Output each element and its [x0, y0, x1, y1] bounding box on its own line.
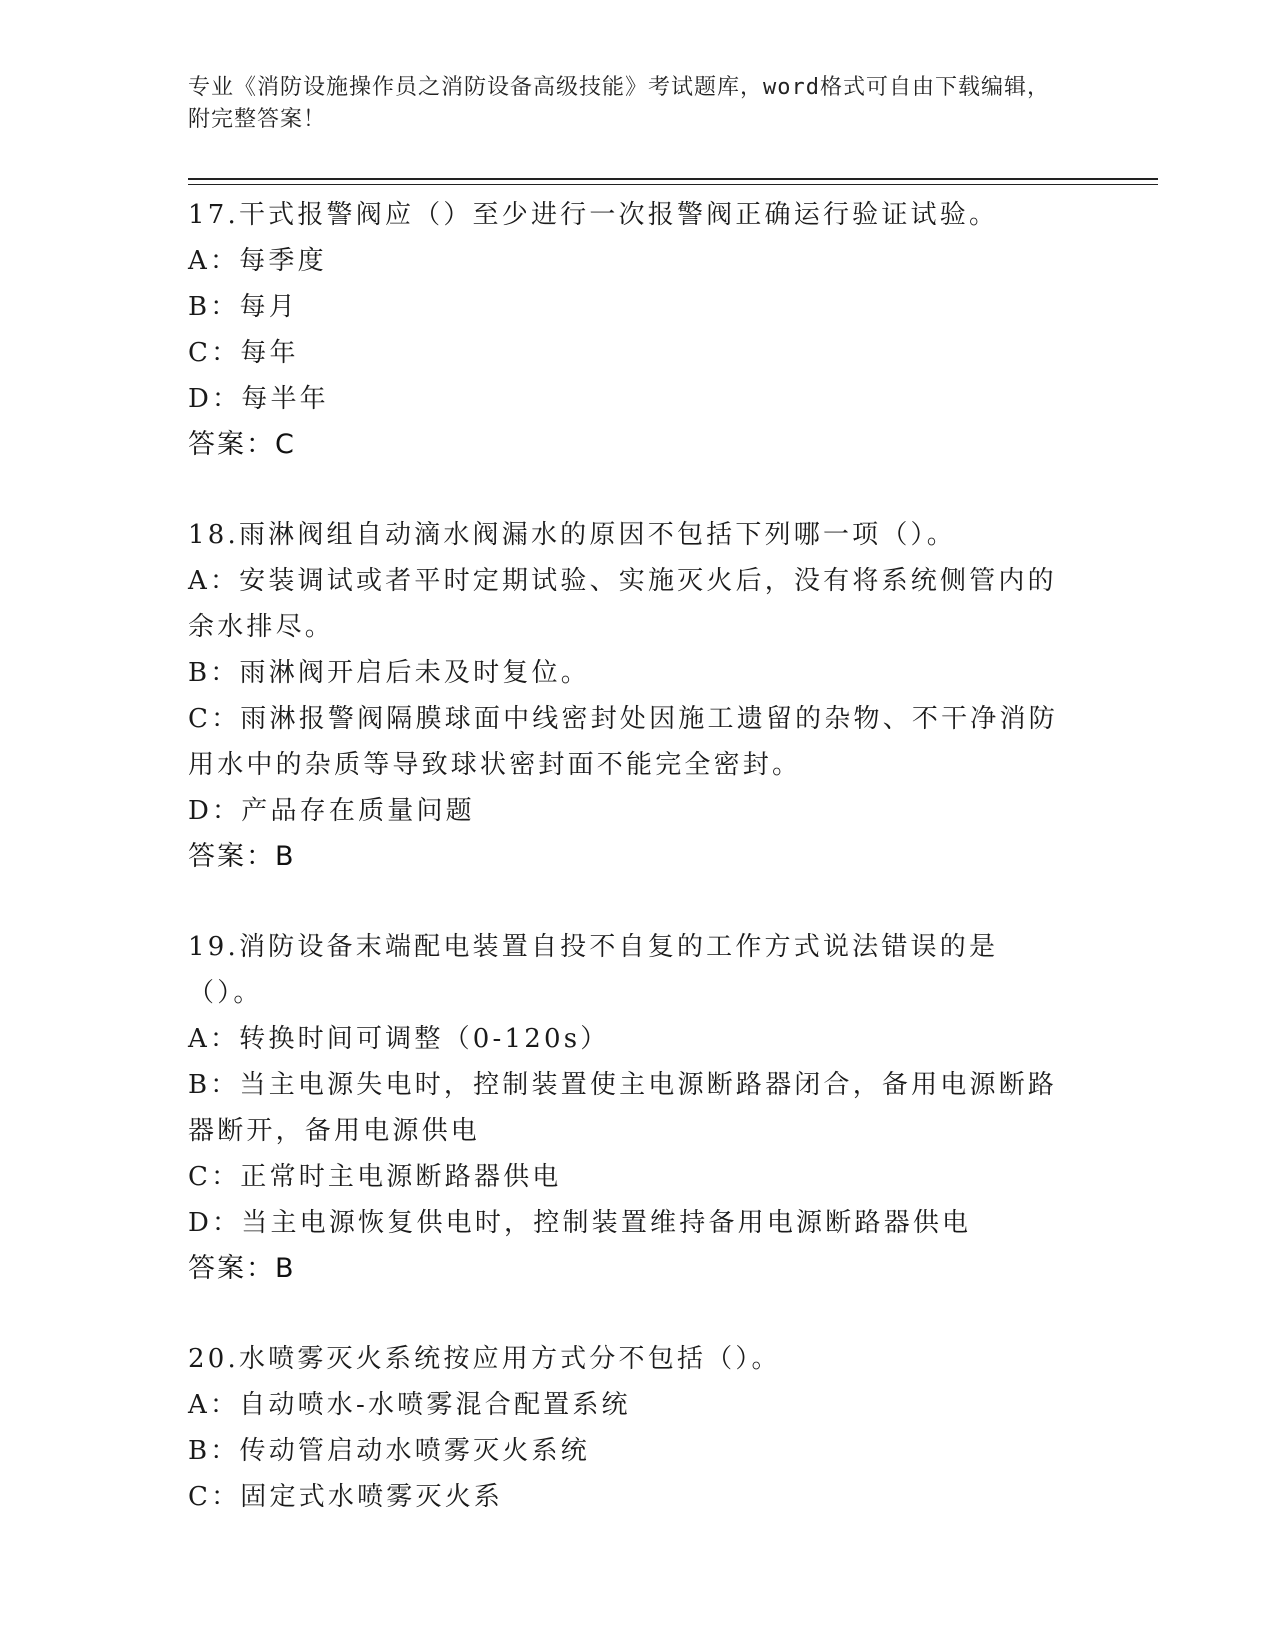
question-18 — [188, 512, 1068, 880]
answer: 答案：B — [188, 841, 296, 872]
answer: 答案：C — [188, 429, 296, 460]
option-d: D：当主电源恢复供电时，控制装置维持备用电源断路器供电 — [188, 1208, 972, 1238]
option-a: A：安装调试或者平时定期试验、实施灭火后，没有将系统侧管内的余水排尽。 — [188, 566, 1057, 642]
question-stem: 19.消防设备末端配电装置自投不自复的工作方式说法错误的是（）。 — [188, 932, 999, 1008]
answer: 答案：B — [188, 1253, 296, 1284]
option-b: B：传动管启动水喷雾灭火系统 — [188, 1436, 590, 1466]
document-header: 专业《消防设施操作员之消防设备高级技能》考试题库，word格式可自由下载编辑，附完整答案！ — [188, 75, 1050, 132]
option-c: C：正常时主电源断路器供电 — [188, 1162, 562, 1192]
question-list — [188, 192, 1068, 1564]
option-b: B：当主电源失电时，控制装置使主电源断路器闭合，备用电源断路器断开，备用电源供电 — [188, 1070, 1058, 1146]
header-rule-bottom — [188, 184, 1158, 185]
option-a: A：每季度 — [188, 246, 327, 276]
question-stem: 17.干式报警阀应（）至少进行一次报警阀正确运行验证试验。 — [188, 200, 999, 230]
question-stem: 20.水喷雾灭火系统按应用方式分不包括（）。 — [188, 1344, 781, 1374]
option-c: C：每年 — [188, 338, 299, 368]
option-b: B：雨淋阀开启后未及时复位。 — [188, 658, 590, 688]
option-c: C：固定式水喷雾灭火系 — [188, 1482, 504, 1512]
option-b: B：每月 — [188, 292, 298, 322]
option-a: A：自动喷水-水喷雾混合配置系统 — [188, 1390, 631, 1420]
option-d: D：产品存在质量问题 — [188, 796, 475, 826]
question-17 — [188, 192, 1068, 468]
option-a: A：转换时间可调整（0-120s） — [188, 1024, 610, 1054]
question-19 — [188, 924, 1068, 1292]
option-c: C：雨淋报警阀隔膜球面中线密封处因施工遗留的杂物、不干净消防用水中的杂质等导致球状密封面不能完全密封。 — [188, 704, 1058, 780]
header-rule-top — [188, 178, 1158, 180]
question-20 — [188, 1336, 1068, 1520]
question-stem: 18.雨淋阀组自动滴水阀漏水的原因不包括下列哪一项（）。 — [188, 520, 956, 550]
option-d: D：每半年 — [188, 384, 329, 414]
